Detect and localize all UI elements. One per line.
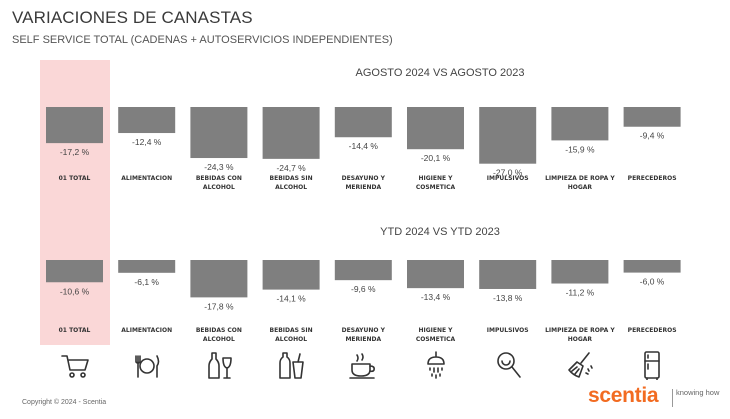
value-label-ytd-3: -14,1 % (276, 293, 306, 304)
value-label-agosto-2: -24,3 % (204, 162, 234, 173)
category-label-ytd-8: PERECEDEROS (627, 327, 677, 334)
bar-ytd-4 (335, 260, 392, 280)
category-label-agosto-1: ALIMENTACION (121, 175, 173, 182)
value-label-agosto-6: -27,0 % (493, 167, 523, 178)
category-label-ytd-6: IMPULSIVOS (486, 327, 529, 334)
category-label-agosto-0: 01 TOTAL (58, 175, 91, 182)
bar-agosto-5 (407, 107, 464, 149)
logo-wordmark: scentia (588, 384, 659, 407)
bar-agosto-7 (551, 107, 608, 140)
cutlery-plate-icon (132, 350, 162, 380)
category-label-agosto-2: BEBIDAS CON ALCOHOL (195, 175, 242, 191)
category-label-ytd-0: 01 TOTAL (58, 327, 91, 334)
category-label-agosto-7: LIMPIEZA DE ROPA Y HOGAR (545, 175, 615, 191)
category-label-ytd-7: LIMPIEZA DE ROPA Y HOGAR (545, 327, 615, 343)
bar-agosto-4 (335, 107, 392, 137)
value-label-ytd-4: -9,6 % (351, 284, 376, 295)
bar-ytd-1 (118, 260, 175, 273)
bar-agosto-3 (263, 107, 320, 159)
cleaning-broom-icon (565, 350, 595, 380)
value-label-ytd-0: -10,6 % (59, 286, 90, 297)
bar-ytd-6 (479, 260, 536, 289)
bar-ytd-8 (624, 260, 681, 273)
bar-agosto-0 (46, 107, 103, 143)
value-label-agosto-7: -15,9 % (565, 144, 595, 155)
value-label-ytd-6: -13,8 % (493, 292, 523, 303)
category-label-ytd-4: DESAYUNO Y MERIENDA (341, 327, 385, 343)
category-label-agosto-5: HIGIENE Y COSMETICA (415, 175, 456, 191)
value-label-ytd-1: -6,1 % (134, 276, 159, 287)
category-label-agosto-6: IMPULSIVOS (486, 175, 529, 182)
value-label-agosto-4: -14,4 % (348, 141, 378, 152)
logo-divider (672, 389, 673, 407)
bar-agosto-8 (624, 107, 681, 127)
coffee-cup-icon (348, 350, 378, 380)
wine-bottle-glass-icon (204, 350, 234, 380)
value-label-agosto-5: -20,1 % (420, 153, 451, 164)
copyright-text: Copyright © 2024 - Scentia (22, 399, 107, 406)
category-label-agosto-8: PERECEDEROS (627, 175, 677, 182)
value-label-ytd-8: -6,0 % (639, 276, 665, 287)
page-title: VARIACIONES DE CANASTAS (12, 8, 253, 27)
section-title-agosto: AGOSTO 2024 VS AGOSTO 2023 (355, 67, 525, 79)
category-label-ytd-5: HIGIENE Y COSMETICA (415, 327, 456, 343)
section-title-ytd: YTD 2024 VS YTD 2023 (380, 226, 500, 238)
value-label-agosto-8: -9,4 % (639, 130, 665, 141)
category-label-agosto-3: BEBIDAS SIN ALCOHOL (269, 175, 313, 191)
category-label-agosto-4: DESAYUNO Y MERIENDA (341, 175, 385, 191)
soda-bottle-cup-icon (276, 350, 306, 380)
bar-agosto-1 (118, 107, 175, 133)
category-label-ytd-2: BEBIDAS CON ALCOHOL (195, 327, 242, 343)
lollipop-icon (493, 350, 523, 380)
page-subtitle: SELF SERVICE TOTAL (CADENAS + AUTOSERVICIOS INDEPENDIENTES) (12, 34, 393, 46)
bar-ytd-3 (263, 260, 320, 290)
category-label-ytd-1: ALIMENTACION (121, 327, 173, 334)
bar-agosto-2 (190, 107, 247, 158)
bar-ytd-0 (46, 260, 103, 282)
bar-ytd-2 (190, 260, 247, 297)
value-label-agosto-1: -12,4 % (132, 137, 162, 148)
category-label-ytd-3: BEBIDAS SIN ALCOHOL (269, 327, 313, 343)
logo-tagline: knowing how (676, 388, 720, 397)
bar-ytd-7 (551, 260, 608, 284)
shopping-cart-icon (60, 350, 90, 380)
value-label-ytd-2: -17,8 % (204, 301, 234, 312)
bar-agosto-6 (479, 107, 536, 164)
value-label-agosto-3: -24,7 % (276, 162, 306, 173)
value-label-ytd-5: -13,4 % (420, 292, 451, 303)
bar-ytd-5 (407, 260, 464, 288)
value-label-ytd-7: -11,2 % (565, 287, 595, 298)
refrigerator-icon (637, 350, 667, 380)
value-label-agosto-0: -17,2 % (59, 147, 90, 158)
shower-icon (421, 350, 451, 380)
